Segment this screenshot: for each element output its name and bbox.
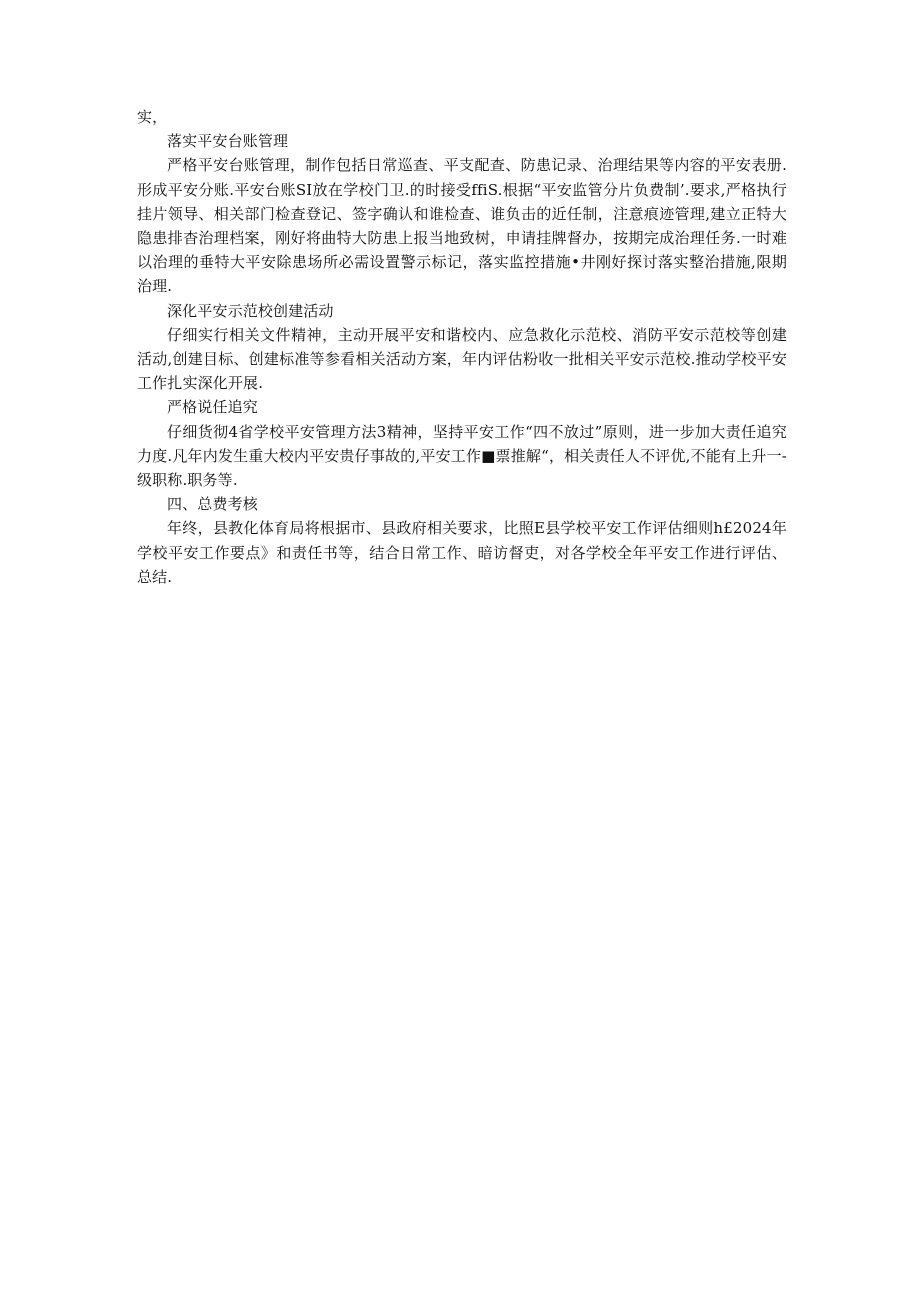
paragraph-model-school: 仔细实行相关文件精神，主动开展平安和谐校内、应急救化示范校、消防平安示范校等创建活动,创建目标、创建标准等参看相关活动方案，年内评估粉收一批相关平安示范校.推动学校平安工作扎实深化开展. (137, 325, 787, 393)
paragraph-assessment: 年终，县教化体育局将根据市、县政府相关要求，比照E县学校平安工作评估细则h£2024年学校平安工作要点》和责任书等，结合日常工作、暗访督吏，对各学校全年平安工作进行评估、总结. (137, 519, 787, 586)
paragraph-ledger-management: 严格平安台账管理，制作包括日常巡查、平支配查、防患记录、治理结果等内容的平安表册.形成平安分账.平安台账SI放在学校门卫.的时接受ffiS.根据“平安监管分片负费制’.要求,严格执行挂片领导、相关部门检查登记、签字确认和谁检查、谁负击的近任制，注意痕迹管理,建立正特大隐患排杳治理档案，刚好将曲特大防患上报当地致树，申请挂牌督办，按期完成治理任务.一时难以治理的垂特大平安除患场所必需设置警示标记，落实监控措施•井刚好探讨落实整治措施,限期治理. (137, 156, 787, 296)
section-heading-accountability: 严格说任追究 (167, 398, 258, 417)
paragraph-accountability: 仔细货彻4省学校平安管理方法3精神，坚持平安工作“四不放过”原则，进一步加大责任追究力度.凡年内发生重大校内平安贵仔事故的,平安工作■票推解“，相关责任人不评优,不能有上升一-级职称.职务等. (137, 422, 787, 490)
document-body (137, 105, 787, 589)
section-heading-model-school: 深化平安示范校创建活动 (167, 301, 334, 320)
section-heading-assessment: 四、总费考核 (167, 495, 258, 514)
paragraph-continuation: 实， (137, 108, 168, 126)
section-heading-ledger-management: 落实平安台账管理 (167, 132, 289, 151)
